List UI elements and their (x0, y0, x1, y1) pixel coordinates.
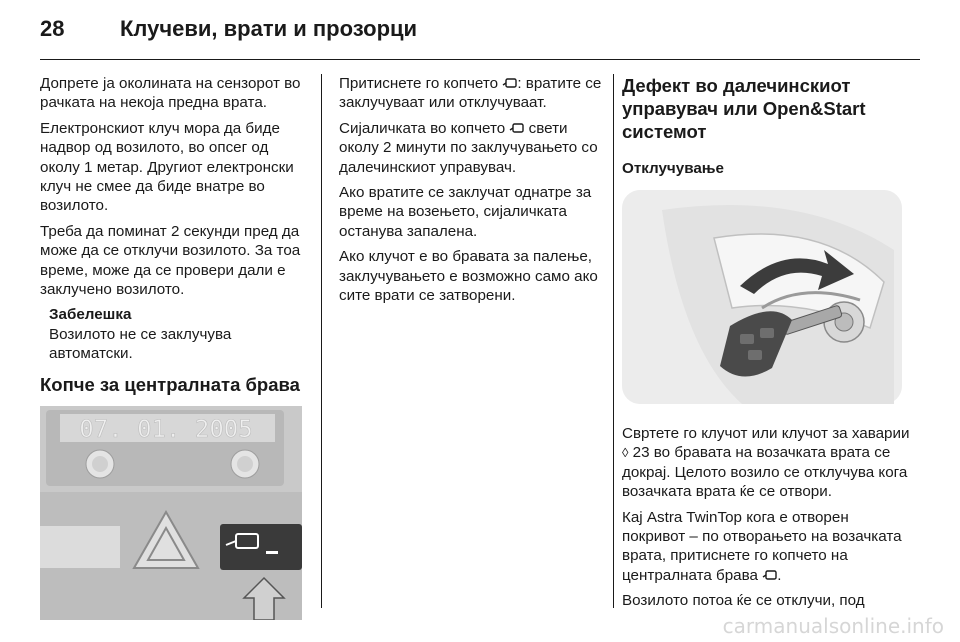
paragraph: Возилото потоа ќе се отклучи, под (622, 592, 865, 610)
column-divider (613, 74, 614, 608)
page-number: 28 (40, 16, 65, 41)
paragraph: Сијаличката во копчето свети околу 2 минути по заклучувањето со далечинскиот управувач. (339, 119, 598, 176)
paragraph: Свртете го клучот или клучот за хаварии ◊ 23 во бравата на возачката врата се докрај. Целото возило се отклучува кога возачката врата ќе се отвори. (622, 425, 910, 501)
note-title: Забелешка (49, 306, 132, 324)
watermark: carmanualsonline.info (722, 614, 944, 638)
paragraph: Треба да поминат 2 секунди пред да може да се отклучи возилото. За тоа време, може да се провери дали е заклучено возилото. (40, 222, 301, 299)
paragraph: Притиснете го копчето : вратите се заклучуваат или отклучуваат. (339, 75, 602, 112)
paragraph: Кај Astra TwinTop кога е отворен покривот – по отворањето на возачката врата, притиснете го копчето на централната брава . (622, 508, 902, 584)
car-lock-icon (502, 77, 517, 89)
column-divider (321, 74, 322, 608)
column-right (622, 74, 912, 617)
chapter-title: Клучеви, врати и прозорци (120, 16, 418, 41)
paragraph: Ако вратите се заклучат однатре за време на возењето, сијаличката останува запалена. (339, 184, 592, 240)
car-lock-icon (762, 569, 777, 581)
subsection-heading: Отклучување (622, 160, 724, 177)
header-rule (40, 59, 920, 60)
key-in-door-lock-illustration (622, 190, 902, 404)
page-header (40, 16, 417, 46)
paragraph: Ако клучот е во бравата за палење, заклучувањето е возможно само ако сите врати се затворени. (339, 248, 598, 305)
console-display-text: 07. 01. 2005 (79, 414, 253, 443)
car-lock-icon (509, 122, 524, 134)
central-lock-console-illustration (40, 406, 302, 620)
page-reference-icon: ◊ (622, 445, 629, 461)
section-heading: Копче за централната брава (40, 373, 300, 395)
note-text: Возилото не се заклучува автоматски. (49, 325, 232, 363)
paragraph: Електронскиот клуч мора да биде надвор од возилото, во опсег од околу 1 метар. Другиот електронски клуч не смее да биде внатре во возилото. (40, 119, 294, 215)
section-heading: Дефект во далечинскиот управувач или Open&Start системот (622, 75, 866, 142)
column-middle (339, 74, 607, 311)
paragraph: Допрете ја околината на сензорот во рачката на некоја предна врата. (40, 75, 301, 112)
column-left (40, 74, 312, 620)
